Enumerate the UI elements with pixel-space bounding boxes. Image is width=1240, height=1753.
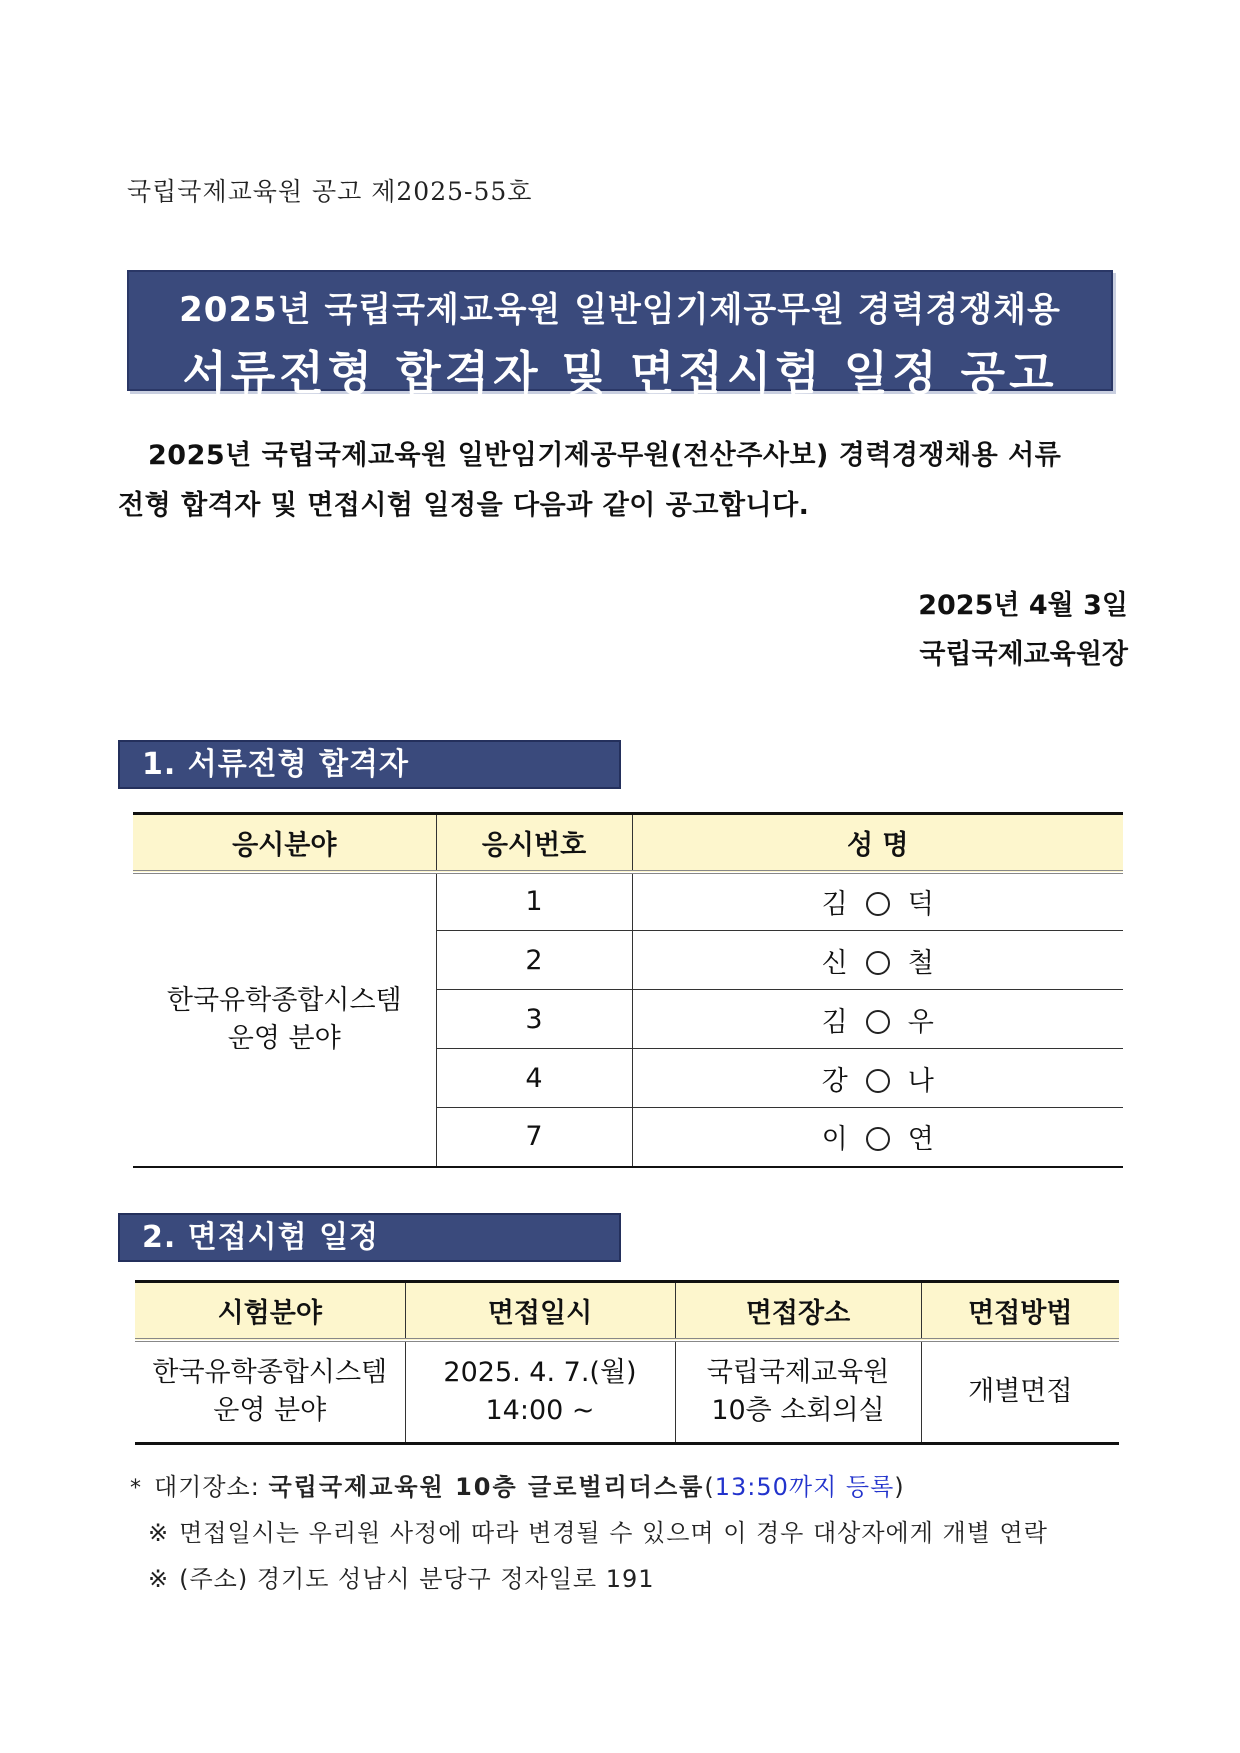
signer: 국립국제교육원장 (919, 639, 1128, 670)
passed-applicants-table (133, 812, 1123, 1168)
table-row (135, 1340, 1119, 1444)
notes (130, 1464, 1048, 1602)
applicant-number: 2 (436, 931, 632, 990)
applicant-name (632, 1049, 1123, 1108)
place-cell (675, 1340, 921, 1444)
asterisk-icon: * (130, 1476, 142, 1501)
applicant-number: 4 (436, 1049, 632, 1108)
note-change-text: 면접일시는 우리원 사정에 따라 변경될 수 있으며 이 경우 대상자에게 개별 연락 (179, 1519, 1048, 1547)
header-number: 응시번호 (436, 814, 632, 872)
note-address (130, 1556, 1048, 1602)
intro-line-1: 2025년 국립국제교육원 일반임기제공무원(전산주사보) 경력경쟁채용 서류 (148, 440, 1062, 471)
applicant-number: 3 (436, 990, 632, 1049)
table-row (133, 872, 1123, 931)
table-header-row (133, 814, 1123, 872)
masked-circle-icon (866, 951, 890, 975)
field-line-2: 운영 분야 (227, 1022, 341, 1054)
name-last: 우 (907, 1006, 934, 1038)
name-first: 신 (821, 947, 848, 979)
name-last: 덕 (907, 889, 934, 921)
applicant-name (632, 872, 1123, 931)
name-first: 김 (821, 889, 848, 921)
applicant-number: 1 (436, 872, 632, 931)
waiting-prefix: 대기장소: (154, 1473, 260, 1501)
masked-circle-icon (866, 1069, 890, 1093)
exam-field-cell (135, 1340, 405, 1444)
reference-mark-icon: ※ (148, 1519, 170, 1547)
name-last: 연 (907, 1124, 934, 1156)
place-line-1: 국립국제교육원 (706, 1356, 890, 1388)
title-banner (127, 270, 1113, 400)
datetime-cell (405, 1340, 675, 1444)
masked-circle-icon (866, 1127, 890, 1151)
waiting-place: 국립국제교육원 10층 글로벌리더스룸 (268, 1473, 705, 1501)
name-first: 김 (821, 1006, 848, 1038)
section-2-title: 2. 면접시험 일정 (118, 1213, 621, 1262)
waiting-note: * 대기장소: 국립국제교육원 10층 글로벌리더스룸(13:50까지 등록) (130, 1473, 905, 1501)
applicant-name (632, 931, 1123, 990)
applicant-name (632, 990, 1123, 1049)
interview-schedule-table (135, 1280, 1119, 1445)
method-cell: 개별면접 (921, 1340, 1119, 1444)
masked-circle-icon (866, 892, 890, 916)
header-datetime: 면접일시 (405, 1282, 675, 1340)
waiting-time: 13:50까지 등록 (714, 1473, 895, 1501)
table-header-row (135, 1282, 1119, 1340)
note-change (130, 1510, 1048, 1556)
title-line-2: 서류전형 합격자 및 면접시험 일정 공고 (182, 346, 1058, 400)
intro-line-2: 전형 합격자 및 면접시험 일정을 다음과 같이 공고합니다. (118, 490, 810, 521)
datetime-line-2: 14:00 ~ (485, 1394, 595, 1426)
field-line-1: 한국유학종합시스템 (166, 984, 402, 1016)
notice-number: 국립국제교육원 공고 제2025-55호 (127, 177, 533, 206)
name-first: 이 (821, 1124, 848, 1156)
place-line-2: 10층 소회의실 (711, 1394, 885, 1426)
applicant-name (632, 1108, 1123, 1167)
exam-field-line-2: 운영 분야 (213, 1394, 327, 1426)
notice-date: 2025년 4월 3일 (918, 590, 1128, 621)
exam-field-line-1: 한국유학종합시스템 (152, 1356, 388, 1388)
section-1-title: 1. 서류전형 합격자 (118, 740, 621, 789)
note-address-text: (주소) 경기도 성남시 분당구 정자일로 191 (179, 1565, 655, 1593)
header-place: 면접장소 (675, 1282, 921, 1340)
header-exam-field: 시험분야 (135, 1282, 405, 1340)
intro-paragraph (118, 431, 1128, 531)
name-first: 강 (821, 1065, 848, 1097)
name-last: 나 (907, 1065, 934, 1097)
header-field: 응시분야 (133, 814, 436, 872)
header-method: 면접방법 (921, 1282, 1119, 1340)
reference-mark-icon: ※ (148, 1565, 170, 1593)
title-line-1: 2025년 국립국제교육원 일반임기제공무원 경력경쟁채용 (179, 290, 1061, 330)
applicant-number: 7 (436, 1108, 632, 1167)
name-last: 철 (907, 947, 934, 979)
header-name: 성 명 (632, 814, 1123, 872)
masked-circle-icon (866, 1010, 890, 1034)
datetime-line-1: 2025. 4. 7.(월) (443, 1356, 637, 1388)
field-cell (133, 872, 436, 1167)
